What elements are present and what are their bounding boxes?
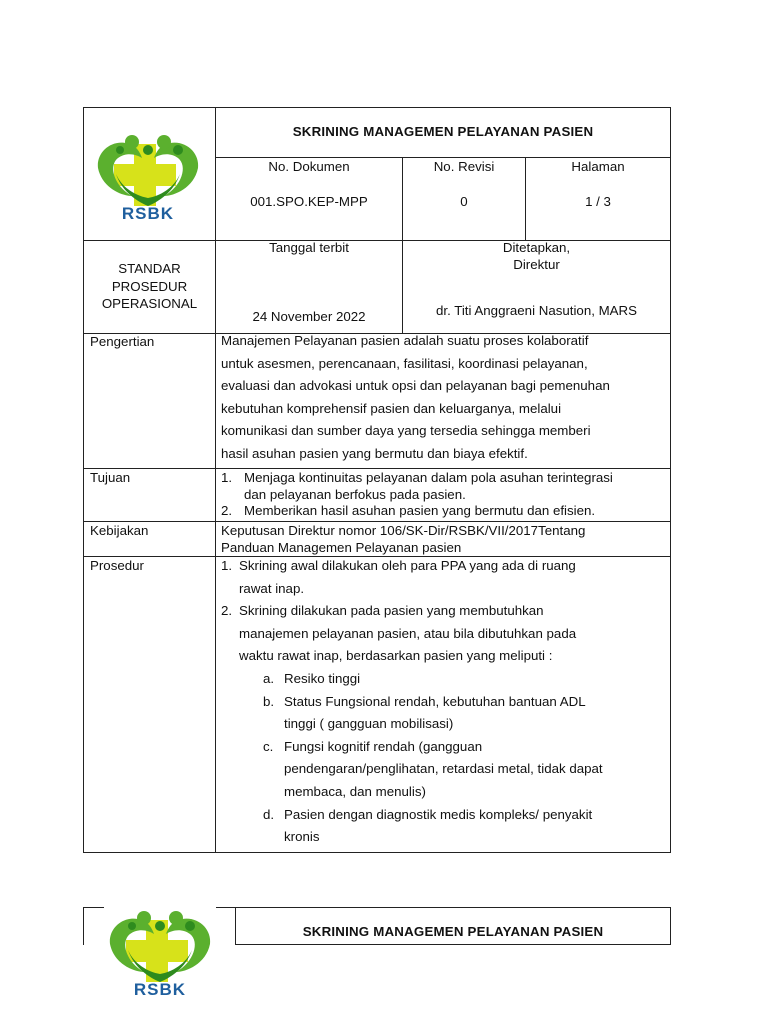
list-line: Fungsi kognitif rendah (gangguan (284, 738, 483, 754)
table-border (83, 852, 671, 853)
document-title: SKRINING MANAGEMEN PELAYANAN PASIEN (302, 924, 604, 939)
kebijakan-text (221, 523, 666, 556)
table-border (235, 944, 671, 945)
tujuan-label: Tujuan (90, 470, 131, 485)
list-number: 1. (221, 470, 233, 485)
direktur-label: Direktur (513, 257, 560, 272)
ditetapkan-label: Ditetapkan, (502, 240, 571, 255)
list-item (221, 470, 666, 503)
prosedur-label: Prosedur (90, 558, 144, 573)
pengertian-text (221, 330, 663, 466)
no-revisi-value: 0 (460, 194, 468, 209)
rsbk-logo (104, 906, 216, 998)
logo-text: RSBK (133, 980, 187, 999)
list-line: kronis (284, 829, 320, 845)
table-border (83, 907, 84, 945)
no-dokumen-label: No. Dokumen (268, 159, 350, 174)
table-border (215, 157, 671, 158)
pengertian-line: evaluasi dan advokasi untuk opsi dan pelayanan bagi pemenuhan (221, 378, 610, 394)
list-line: rawat inap. (239, 580, 305, 596)
tujuan-list (221, 470, 666, 520)
list-line: dan pelayanan berfokus pada pasien. (244, 486, 466, 502)
spo-label-line: STANDAR (118, 261, 181, 276)
prosedur-list (221, 555, 663, 849)
pengertian-line: kebutuhan komprehensif pasien dan keluarganya, melalui (221, 400, 562, 416)
table-border (83, 468, 671, 469)
table-border (670, 907, 671, 945)
list-line: tinggi ( gangguan mobilisasi) (284, 716, 454, 732)
table-border (670, 107, 671, 853)
kebijakan-line: Keputusan Direktur nomor 106/SK-Dir/RSBK/VII/2017Tentang (221, 523, 586, 538)
sub-list-item (221, 804, 663, 849)
document-title: SKRINING MANAGEMEN PELAYANAN PASIEN (292, 124, 594, 139)
halaman-label: Halaman (571, 159, 625, 174)
spo-label-line: PROSEDUR (111, 278, 188, 294)
spo-label (84, 260, 215, 313)
tanggal-terbit-label: Tanggal terbit (269, 240, 349, 255)
pengertian-label: Pengertian (90, 334, 155, 349)
table-border (83, 107, 84, 853)
list-line: Resiko tinggi (284, 670, 361, 686)
list-line: Menjaga kontinuitas pelayanan dalam pola asuhan terintegrasi (244, 470, 613, 485)
sub-list-item (221, 736, 663, 804)
table-border (215, 107, 216, 853)
pengertian-line: komunikasi dan sumber daya yang tersedia sehingga memberi (221, 423, 591, 439)
pengertian-line: untuk asesmen, perencanaan, fasilitasi, koordinasi pelayanan, (221, 355, 588, 371)
list-item (221, 555, 663, 600)
list-line: pendengaran/penglihatan, retardasi metal, tidak dapat (284, 761, 603, 777)
list-number: 1. (221, 558, 233, 573)
list-letter: b. (263, 693, 275, 709)
table-border (83, 107, 671, 108)
kebijakan-label: Kebijakan (90, 523, 149, 538)
halaman-value: 1 / 3 (585, 194, 611, 209)
tanggal-terbit-value: 24 November 2022 (252, 309, 366, 324)
list-line: Pasien dengan diagnostik medis kompleks/ penyakit (284, 806, 593, 822)
rsbk-logo (92, 130, 204, 222)
list-number: 2. (221, 503, 233, 518)
no-revisi-label: No. Revisi (433, 159, 495, 174)
list-line: Skrining dilakukan pada pasien yang membutuhkan (239, 603, 544, 619)
list-letter: d. (263, 806, 275, 822)
direktur-name: dr. Titi Anggraeni Nasution, MARS (435, 303, 638, 318)
logo-text: RSBK (121, 204, 175, 223)
list-item (221, 600, 663, 668)
list-line: manajemen pelayanan pasien, atau bila dibutuhkan pada (239, 625, 577, 641)
spo-label-line: OPERASIONAL (101, 296, 198, 311)
list-line: membaca, dan menulis) (284, 783, 426, 799)
list-item (221, 503, 666, 520)
list-letter: c. (263, 738, 274, 754)
pengertian-line: hasil asuhan pasien yang bermutu dan biaya efektif. (221, 445, 528, 461)
no-dokumen-value: 001.SPO.KEP-MPP (250, 194, 368, 209)
list-number: 2. (221, 603, 233, 619)
list-line: waktu rawat inap, berdasarkan pasien yang meliputi : (239, 648, 553, 664)
table-border (83, 521, 671, 522)
list-line: Skrining awal dilakukan oleh para PPA yang ada di ruang (239, 558, 576, 573)
sub-list-item (221, 668, 663, 691)
list-letter: a. (263, 670, 275, 686)
list-line: Status Fungsional rendah, kebutuhan bantuan ADL (284, 693, 586, 709)
pengertian-line: Manajemen Pelayanan pasien adalah suatu proses kolaboratif (221, 333, 589, 348)
list-line: Memberikan hasil asuhan pasien yang bermutu dan efisien. (244, 503, 596, 518)
sub-list-item (221, 691, 663, 736)
kebijakan-line: Panduan Managemen Pelayanan pasien (221, 539, 462, 555)
